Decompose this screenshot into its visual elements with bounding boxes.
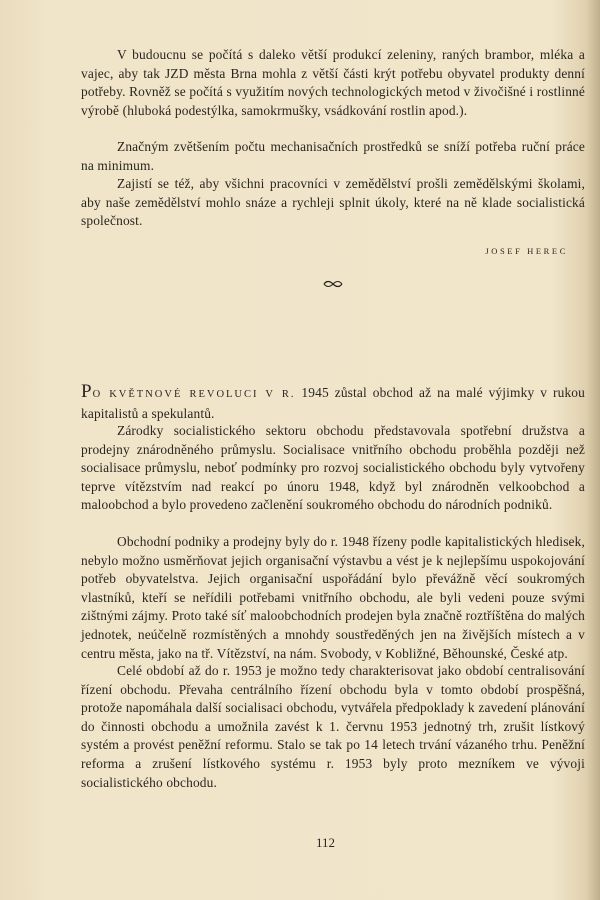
- paragraph: Obchodní podniky a prodejny byly do r. 1948 řízeny podle kapitalistických hledisek, nebylo možno usměrňovat jejich organisační výstavbu a vést je k nejlepšímu uspokojování potřeb obyvatelstva. Jejich organisační uspořádání bylo převážně věcí soukromých vlastníků, kteří se neřídili potřebami vnitřního obchodu, ale byli vedeni pouze svými zištnými zájmy. Proto také síť maloobchodních prodejen byla značně roztříštěna do malých jednotek, neúčelně rozmístěných a mnohdy soustředěných jen na živějších místech a v centru města, jako na tř. Vítězství, na nám. Svobody, v Kobližné, Běhounské, České atp.: [81, 534, 585, 661]
- author-signature: JOSEF HEREC: [485, 246, 568, 256]
- paragraph: Celé období až do r. 1953 je možno tedy charakterisovat jako období centralisování řízení obchodu. Převaha centrálního řízení obchodu byla v tomto období prospěšná, protože napomáhala další socialisaci obchodu, vytvářela předpoklady k zavedení plánování do činnosti obchodu a umožnila zavést k 1. červnu 1953 jednotný trh, zrušit lístkový systém a provést peněžní reformu. Stalo se tak po 14 letech trvání vázaného trhu. Peněžní reforma a zrušení lístkového systému r. 1953 byly proto mezníkem ve vývoji socialistického obchodu.: [81, 663, 585, 790]
- fleuron-icon: [322, 278, 344, 290]
- opening-text: 1945 zůstal obchod až na malé výjimky v rukou kapitalistů a spekulantů.: [81, 385, 585, 421]
- page-number: 112: [316, 835, 336, 850]
- article-opening: [81, 381, 585, 423]
- paragraph: Zajistí se též, aby všichni pracovníci v zemědělství prošli zemědělskými školami, aby naše zemědělství mohlo snáze a rychleji splnit úkoly, které na ně klade socialistická společnost.: [81, 176, 585, 229]
- paragraph: V budoucnu se počítá s daleko větší produkcí zeleniny, raných brambor, mléka a vajec, aby tak JZD města Brna mohla z větší části krýt potřebu obyvatel produkty denní potřeby. Rovněž se počítá s využitím nových technologických metod v živočišné i rostlinné výrobě (hluboká podestýlka, samokrmušky, vsádkování rostlin apod.).: [81, 47, 585, 118]
- opening-small-caps: O KVĚTNOVÉ REVOLUCI V R.: [92, 389, 296, 400]
- paragraph: Značným zvětšením počtu mechanisačních prostředků se sníží potřeba ruční práce na minimum.: [81, 139, 585, 173]
- paragraph: Zárodky socialistického sektoru obchodu představovala spotřební družstva a prodejny znárodněného průmyslu. Socialisace vnitřního obchodu proběhla později než socialisace průmyslu, neboť podmínky pro rozvoj socialistického obchodu byly vytvořeny teprve vítězstvím nad reakcí po únoru 1948, když byl znárodněn velkoobchod a maloobchod a bylo provedeno začlenění soukromého obchodu do národních podniků.: [81, 423, 585, 513]
- drop-cap: P: [81, 381, 93, 402]
- page-edge-shadow: [586, 0, 600, 900]
